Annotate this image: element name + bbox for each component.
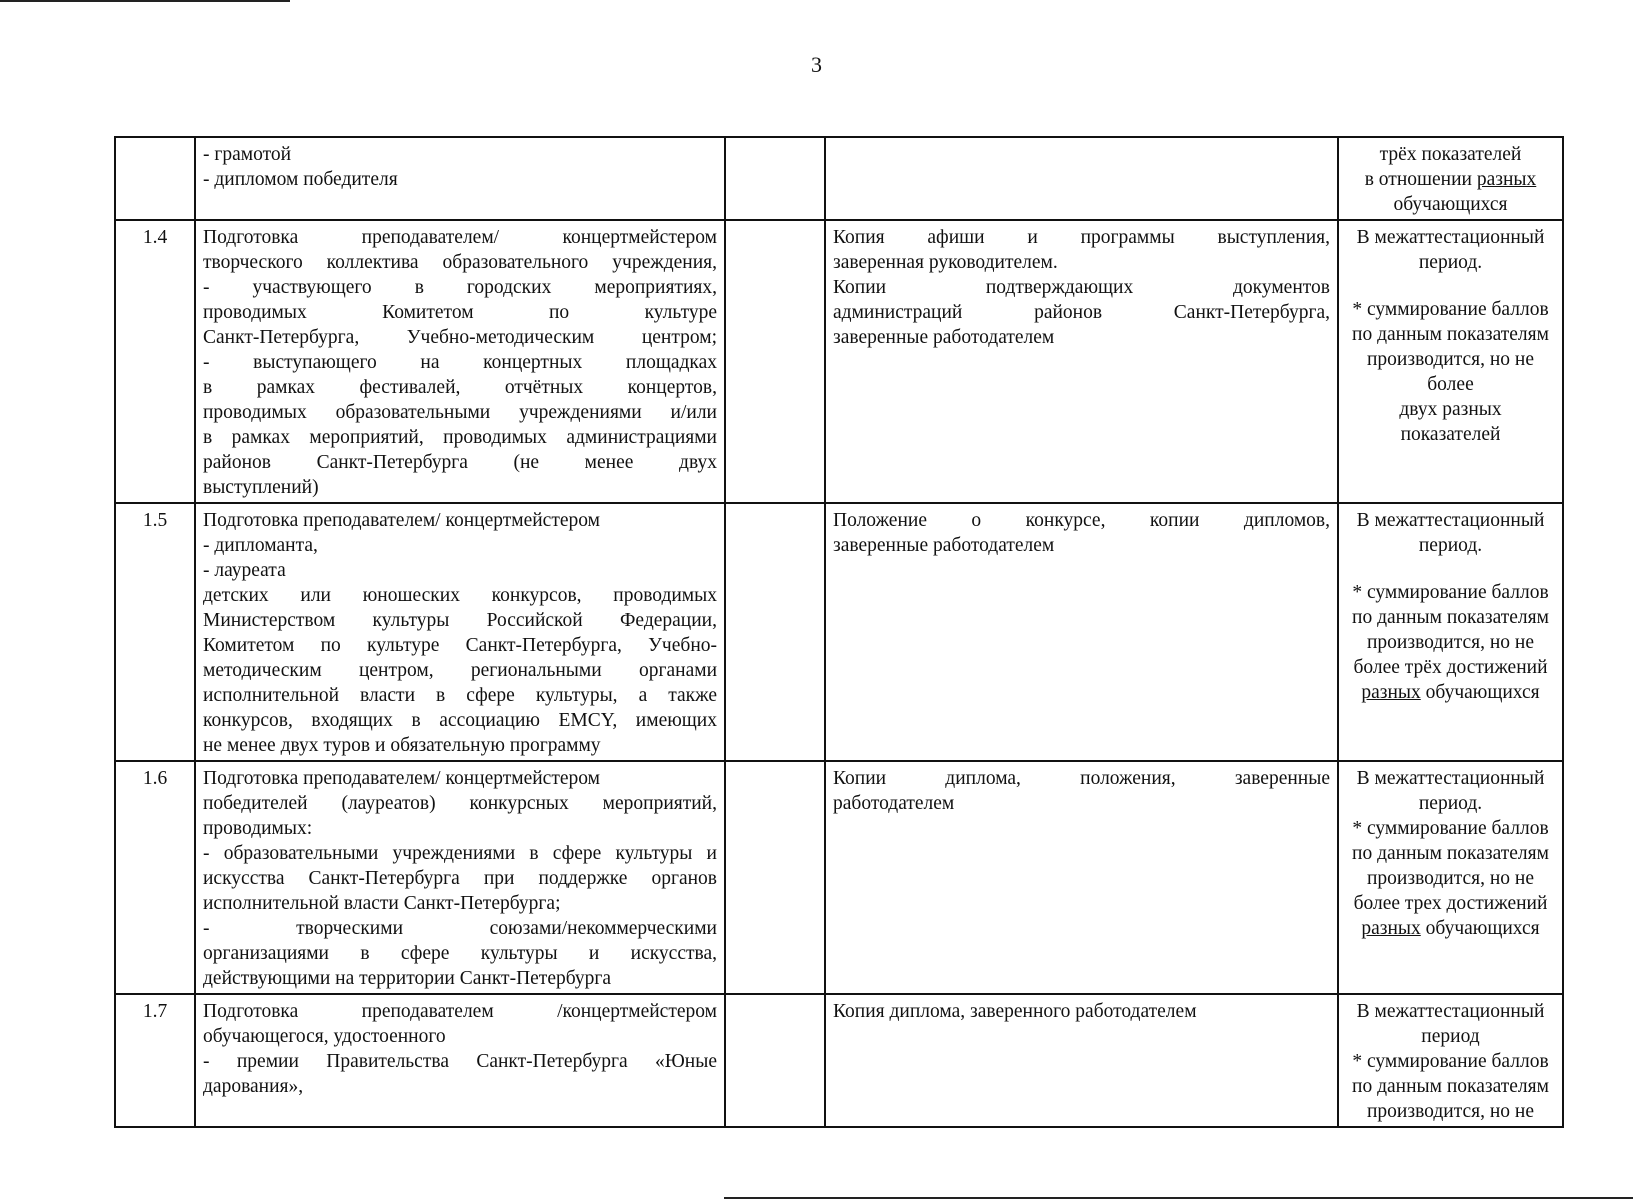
note-line: период. [1418, 252, 1483, 273]
criterion-line: дарования», [203, 1076, 304, 1097]
criterion-line: обучающегося, удостоенного [203, 1026, 446, 1047]
note-line: обучающихся [1393, 194, 1508, 215]
points-cell [725, 994, 825, 1127]
points-cell [725, 137, 825, 220]
criterion-line: в рамках фестивалей, отчётных концертов, [203, 377, 717, 398]
note-line [1346, 680, 1555, 705]
note-line: производится, но не [1367, 1101, 1534, 1122]
documents-line: Копии диплома, положения, заверенные [833, 768, 1330, 789]
row-number: 1.6 [115, 761, 195, 994]
note-line: двух разных [1399, 399, 1502, 420]
note-line [1346, 167, 1555, 192]
criterion-line: Подготовка преподавателем/ концертмейстером [203, 768, 600, 789]
table-row [115, 994, 1563, 1127]
note-line: производится, но не [1367, 868, 1534, 889]
criterion-cell [195, 761, 725, 994]
note-line: трёх показателей [1379, 144, 1522, 165]
row-number [115, 137, 195, 220]
note-line: более трех достижений [1353, 893, 1548, 914]
points-cell [725, 761, 825, 994]
note-line: период [1421, 1026, 1480, 1047]
documents-cell [825, 503, 1338, 761]
table-row [115, 137, 1563, 220]
page-number: 3 [811, 52, 822, 77]
note-line: период. [1418, 793, 1483, 814]
note-line: показателей [1400, 424, 1501, 445]
criterion-line: организациями в сфере культуры и искусства, [203, 943, 717, 964]
note-line: по данным показателям [1352, 1076, 1549, 1097]
points-cell [725, 220, 825, 503]
note-line: В межаттестационный [1356, 768, 1545, 789]
criterion-cell [195, 503, 725, 761]
note-text: в отношении [1364, 169, 1477, 190]
documents-line: Копии подтверждающих документов [833, 277, 1330, 298]
note-line: В межаттестационный [1356, 510, 1545, 531]
criteria-table [114, 136, 1564, 1128]
criterion-line: методическим центром, региональными органами [203, 660, 717, 681]
documents-line: администраций районов Санкт-Петербурга, [833, 302, 1330, 323]
criterion-line: - участвующего в городских мероприятиях, [203, 277, 717, 298]
documents-line: Положение о конкурсе, копии дипломов, [833, 510, 1330, 531]
criterion-line: - дипломом победителя [203, 169, 398, 190]
criterion-line: исполнительной власти Санкт-Петербурга; [203, 893, 561, 914]
note-line: В межаттестационный [1356, 227, 1545, 248]
note-underlined-text: разных [1476, 169, 1537, 190]
documents-cell [825, 220, 1338, 503]
criterion-line: победителей (лауреатов) конкурсных мероприятий, [203, 793, 717, 814]
criterion-line: искусства Санкт-Петербурга при поддержке органов [203, 868, 717, 889]
note-underlined-text: разных [1361, 918, 1421, 939]
criterion-cell [195, 994, 725, 1127]
documents-line: заверенные работодателем [833, 535, 1055, 556]
note-text: обучающихся [1420, 682, 1540, 703]
criterion-line: - дипломанта, [203, 535, 318, 556]
criterion-cell [195, 220, 725, 503]
criterion-line: Комитетом по культуре Санкт-Петербурга, Учебно- [203, 635, 717, 656]
criterion-cell [195, 137, 725, 220]
criterion-line: районов Санкт-Петербурга (не менее двух [203, 452, 717, 473]
criterion-line: действующими на территории Санкт-Петербурга [203, 968, 612, 989]
row-number: 1.4 [115, 220, 195, 503]
points-cell [725, 503, 825, 761]
criterion-line: в рамках мероприятий, проводимых администрациями [203, 427, 717, 448]
documents-cell [825, 994, 1338, 1127]
criterion-line: Министерством культуры Российской Федерации, [203, 610, 717, 631]
note-line: производится, но не [1367, 632, 1534, 653]
criterion-line: - лауреата [203, 560, 286, 581]
criterion-line: Подготовка преподавателем/ концертмейстером [203, 227, 717, 248]
criterion-line: Подготовка преподавателем/ концертмейстером [203, 510, 600, 531]
criterion-line: выступлений) [203, 477, 319, 498]
criterion-line: конкурсов, входящих в ассоциацию EMCY, имеющих [203, 710, 717, 731]
note-cell [1338, 137, 1563, 220]
criterion-line: детских или юношеских конкурсов, проводимых [203, 585, 717, 606]
documents-line: заверенная руководителем. [833, 252, 1058, 273]
documents-line: заверенные работодателем [833, 327, 1055, 348]
note-line: * суммирование баллов [1352, 818, 1549, 839]
documents-line: работодателем [833, 793, 955, 814]
criterion-line: - творческими союзами/некоммерческими [203, 918, 717, 939]
note-line: * суммирование баллов [1352, 299, 1549, 320]
criterion-line: проводимых образовательными учреждениями и/или [203, 402, 717, 423]
criterion-line: - грамотой [203, 144, 292, 165]
note-line: В межаттестационный [1356, 1001, 1545, 1022]
scan-edge-line-bottom [724, 1197, 1633, 1199]
table-row [115, 761, 1563, 994]
note-underlined-text: разных [1361, 682, 1421, 703]
note-cell [1338, 994, 1563, 1127]
note-line [1346, 916, 1555, 941]
documents-cell [825, 137, 1338, 220]
note-line: по данным показателям [1352, 843, 1549, 864]
row-number: 1.7 [115, 994, 195, 1127]
scan-edge-line-top [0, 0, 290, 2]
criterion-line: - премии Правительства Санкт-Петербурга «Юные [203, 1051, 717, 1072]
note-line: период. [1418, 535, 1483, 556]
note-line: производится, но не [1367, 349, 1534, 370]
note-line: более [1427, 374, 1474, 395]
note-cell [1338, 761, 1563, 994]
note-line: по данным показателям [1352, 607, 1549, 628]
documents-line: Копия афиши и программы выступления, [833, 227, 1330, 248]
documents-cell [825, 761, 1338, 994]
criterion-line: - выступающего на концертных площадках [203, 352, 717, 373]
table-row [115, 503, 1563, 761]
note-cell [1338, 220, 1563, 503]
row-number: 1.5 [115, 503, 195, 761]
note-line: * суммирование баллов [1352, 582, 1549, 603]
documents-line: Копия диплома, заверенного работодателем [833, 1001, 1197, 1022]
criterion-line: - образовательными учреждениями в сфере культуры и [203, 843, 717, 864]
table-row [115, 220, 1563, 503]
note-line: по данным показателям [1352, 324, 1549, 345]
criterion-line: исполнительной власти в сфере культуры, а также [203, 685, 717, 706]
criterion-line: Санкт-Петербурга, Учебно-методическим центром; [203, 327, 717, 348]
criterion-line: проводимых: [203, 818, 313, 839]
note-text: обучающихся [1420, 918, 1540, 939]
note-line: * суммирование баллов [1352, 1051, 1549, 1072]
criterion-line: творческого коллектива образовательного учреждения, [203, 252, 717, 273]
criterion-line: не менее двух туров и обязательную программу [203, 735, 601, 756]
note-line: более трёх достижений [1353, 657, 1548, 678]
criterion-line: проводимых Комитетом по культуре [203, 302, 717, 323]
criterion-line: Подготовка преподавателем /концертмейстером [203, 1001, 717, 1022]
note-cell [1338, 503, 1563, 761]
